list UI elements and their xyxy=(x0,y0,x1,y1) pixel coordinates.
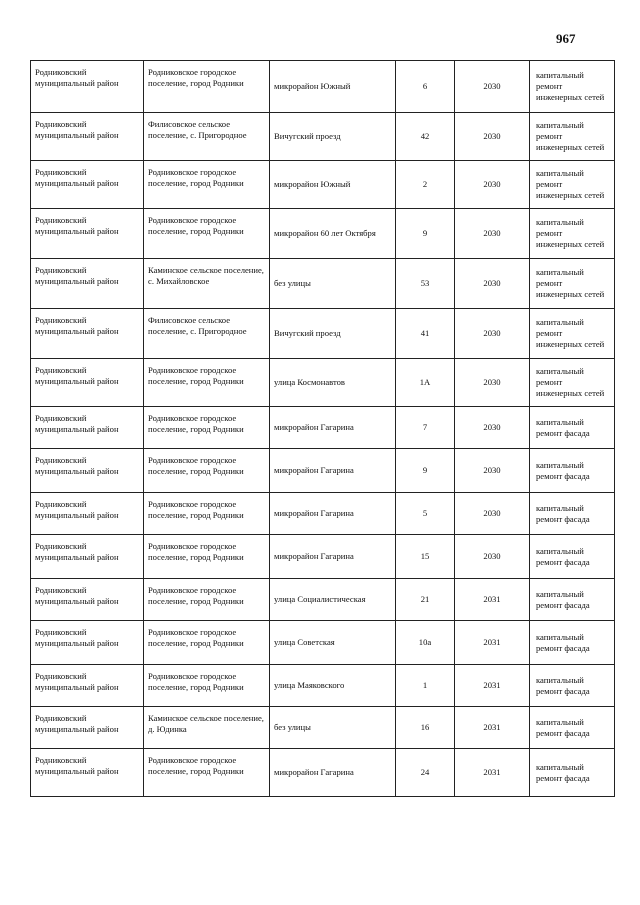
year-cell: 2031 xyxy=(455,579,530,621)
district-cell: Родниковский муниципальный район xyxy=(31,407,144,449)
building-number-cell: 5 xyxy=(396,493,455,535)
district-cell: Родниковский муниципальный район xyxy=(31,113,144,161)
street-cell: Вичугский проезд xyxy=(270,309,396,359)
building-number-cell: 24 xyxy=(396,749,455,797)
table-row xyxy=(31,493,615,535)
street-cell: улица Советская xyxy=(270,621,396,665)
street-cell: улица Социалистическая xyxy=(270,579,396,621)
table-row xyxy=(31,61,615,113)
district-cell: Родниковский муниципальный район xyxy=(31,449,144,493)
settlement-cell: Каминское сельское поселение, с. Михайловское xyxy=(144,259,270,309)
work-type-cell: капитальный ремонт фасада xyxy=(530,493,615,535)
building-number-cell: 21 xyxy=(396,579,455,621)
table-row xyxy=(31,359,615,407)
year-cell: 2030 xyxy=(455,61,530,113)
settlement-cell: Филисовское сельское поселение, с. Пригородное xyxy=(144,113,270,161)
table-row xyxy=(31,309,615,359)
year-cell: 2030 xyxy=(455,535,530,579)
settlement-cell: Родниковское городское поселение, город Родники xyxy=(144,209,270,259)
district-cell: Родниковский муниципальный район xyxy=(31,161,144,209)
street-cell: микрорайон Гагарина xyxy=(270,749,396,797)
work-type-cell: капитальный ремонт фасада xyxy=(530,749,615,797)
table-body xyxy=(31,61,615,797)
work-type-cell: капитальный ремонт фасада xyxy=(530,665,615,707)
capital-repair-table xyxy=(30,60,615,797)
year-cell: 2030 xyxy=(455,359,530,407)
district-cell: Родниковский муниципальный район xyxy=(31,61,144,113)
street-cell: улица Космонавтов xyxy=(270,359,396,407)
year-cell: 2030 xyxy=(455,493,530,535)
settlement-cell: Родниковское городское поселение, город Родники xyxy=(144,61,270,113)
street-cell: без улицы xyxy=(270,259,396,309)
year-cell: 2031 xyxy=(455,621,530,665)
building-number-cell: 15 xyxy=(396,535,455,579)
table-row xyxy=(31,535,615,579)
work-type-cell: капитальный ремонт инженерных сетей xyxy=(530,61,615,113)
street-cell: Вичугский проезд xyxy=(270,113,396,161)
district-cell: Родниковский муниципальный район xyxy=(31,493,144,535)
table-row xyxy=(31,259,615,309)
street-cell: микрорайон Гагарина xyxy=(270,449,396,493)
settlement-cell: Родниковское городское поселение, город Родники xyxy=(144,749,270,797)
table-row xyxy=(31,209,615,259)
settlement-cell: Родниковское городское поселение, город Родники xyxy=(144,359,270,407)
settlement-cell: Родниковское городское поселение, город Родники xyxy=(144,535,270,579)
building-number-cell: 1 xyxy=(396,665,455,707)
work-type-cell: капитальный ремонт фасада xyxy=(530,621,615,665)
year-cell: 2030 xyxy=(455,113,530,161)
street-cell: микрорайон Гагарина xyxy=(270,535,396,579)
table-row xyxy=(31,665,615,707)
work-type-cell: капитальный ремонт фасада xyxy=(530,579,615,621)
building-number-cell: 9 xyxy=(396,449,455,493)
table-row xyxy=(31,161,615,209)
district-cell: Родниковский муниципальный район xyxy=(31,535,144,579)
settlement-cell: Родниковское городское поселение, город Родники xyxy=(144,665,270,707)
street-cell: улица Маяковского xyxy=(270,665,396,707)
year-cell: 2031 xyxy=(455,749,530,797)
street-cell: микрорайон Гагарина xyxy=(270,407,396,449)
district-cell: Родниковский муниципальный район xyxy=(31,749,144,797)
street-cell: микрорайон Южный xyxy=(270,161,396,209)
building-number-cell: 9 xyxy=(396,209,455,259)
year-cell: 2030 xyxy=(455,449,530,493)
settlement-cell: Родниковское городское поселение, город Родники xyxy=(144,579,270,621)
work-type-cell: капитальный ремонт инженерных сетей xyxy=(530,161,615,209)
settlement-cell: Родниковское городское поселение, город Родники xyxy=(144,449,270,493)
building-number-cell: 2 xyxy=(396,161,455,209)
work-type-cell: капитальный ремонт инженерных сетей xyxy=(530,309,615,359)
settlement-cell: Родниковское городское поселение, город Родники xyxy=(144,407,270,449)
work-type-cell: капитальный ремонт фасада xyxy=(530,535,615,579)
district-cell: Родниковский муниципальный район xyxy=(31,209,144,259)
district-cell: Родниковский муниципальный район xyxy=(31,259,144,309)
year-cell: 2030 xyxy=(455,161,530,209)
building-number-cell: 42 xyxy=(396,113,455,161)
settlement-cell: Родниковское городское поселение, город Родники xyxy=(144,493,270,535)
settlement-cell: Родниковское городское поселение, город Родники xyxy=(144,621,270,665)
settlement-cell: Родниковское городское поселение, город Родники xyxy=(144,161,270,209)
street-cell: микрорайон 60 лет Октября xyxy=(270,209,396,259)
work-type-cell: капитальный ремонт инженерных сетей xyxy=(530,259,615,309)
street-cell: микрорайон Гагарина xyxy=(270,493,396,535)
district-cell: Родниковский муниципальный район xyxy=(31,359,144,407)
work-type-cell: капитальный ремонт фасада xyxy=(530,407,615,449)
district-cell: Родниковский муниципальный район xyxy=(31,621,144,665)
work-type-cell: капитальный ремонт фасада xyxy=(530,707,615,749)
street-cell: микрорайон Южный xyxy=(270,61,396,113)
table-row xyxy=(31,749,615,797)
work-type-cell: капитальный ремонт инженерных сетей xyxy=(530,209,615,259)
building-number-cell: 16 xyxy=(396,707,455,749)
year-cell: 2031 xyxy=(455,707,530,749)
street-cell: без улицы xyxy=(270,707,396,749)
year-cell: 2030 xyxy=(455,309,530,359)
year-cell: 2030 xyxy=(455,259,530,309)
table-row xyxy=(31,449,615,493)
district-cell: Родниковский муниципальный район xyxy=(31,309,144,359)
page-number: 967 xyxy=(556,31,576,46)
table-row xyxy=(31,621,615,665)
table-row xyxy=(31,579,615,621)
district-cell: Родниковский муниципальный район xyxy=(31,579,144,621)
building-number-cell: 1А xyxy=(396,359,455,407)
settlement-cell: Филисовское сельское поселение, с. Пригородное xyxy=(144,309,270,359)
work-type-cell: капитальный ремонт инженерных сетей xyxy=(530,113,615,161)
table-row xyxy=(31,113,615,161)
table-row xyxy=(31,707,615,749)
building-number-cell: 6 xyxy=(396,61,455,113)
work-type-cell: капитальный ремонт фасада xyxy=(530,449,615,493)
year-cell: 2030 xyxy=(455,407,530,449)
building-number-cell: 7 xyxy=(396,407,455,449)
district-cell: Родниковский муниципальный район xyxy=(31,707,144,749)
work-type-cell: капитальный ремонт инженерных сетей xyxy=(530,359,615,407)
year-cell: 2031 xyxy=(455,665,530,707)
building-number-cell: 41 xyxy=(396,309,455,359)
year-cell: 2030 xyxy=(455,209,530,259)
building-number-cell: 53 xyxy=(396,259,455,309)
table-row xyxy=(31,407,615,449)
district-cell: Родниковский муниципальный район xyxy=(31,665,144,707)
building-number-cell: 10а xyxy=(396,621,455,665)
settlement-cell: Каминское сельское поселение, д. Юдинка xyxy=(144,707,270,749)
